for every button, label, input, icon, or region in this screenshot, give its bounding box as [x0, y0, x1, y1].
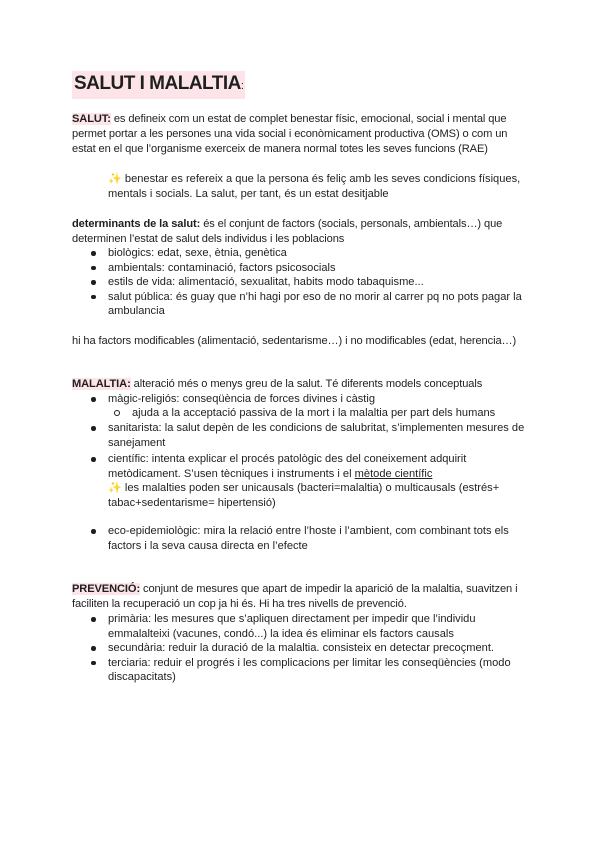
salut-label: SALUT:	[72, 113, 111, 125]
salut-paragraph	[72, 112, 532, 157]
list-item	[90, 275, 530, 290]
circle-bullet-icon	[114, 410, 120, 416]
salut-text: es defineix com un estat de complet benestar físic, emocional, social i mental que permet portar a les persones una vida social i econòmicament productiva (OMS) o com un estat en el que l’organisme exerceix de manera normal totes les seves funcions (RAE)	[72, 113, 508, 155]
list-item-text: eco-epidemiològic: mira la relació entre l’hoste i l’ambient, com combinant tots els factors i la seva causa directa en l’efecte	[108, 525, 509, 552]
malaltia-label: MALALTIA:	[72, 378, 131, 390]
list-item-text: primària: les mesures que s’apliquen directament per impedir que l’individu emmalalteixi (vacunes, condó...) la idea és eliminar els factors causals	[108, 613, 476, 640]
prevencio-list	[90, 612, 530, 685]
bullet-icon	[91, 295, 96, 300]
cientific-note-text: les malalties poden ser unicausals (bacteri=malaltia) o multicausals (estrés+ tabac+sedentarisme= hipertensió)	[108, 482, 500, 509]
list-item	[90, 421, 530, 450]
malaltia-subitem	[90, 406, 572, 421]
bullet-icon	[91, 529, 96, 534]
list-item	[90, 452, 530, 510]
list-item	[90, 612, 530, 641]
malaltia-text: alteració més o menys greu de la salut. Té diferents models conceptuals	[133, 378, 483, 390]
bullet-icon	[91, 646, 96, 651]
title-colon: :	[240, 80, 244, 92]
malaltia-list	[90, 392, 530, 407]
bullet-icon	[91, 397, 96, 402]
determinants-paragraph	[72, 217, 532, 247]
bullet-icon	[91, 280, 96, 285]
salut-note-text: benestar es refereix a que la persona és feliç amb les seves condicions físiques, mentals i socials. La salut, per tant, és un estat desitjable	[108, 173, 521, 200]
list-item	[90, 261, 530, 276]
prevencio-text: conjunt de mesures que apart de impedir la aparició de la malaltia, suavitzen i faciliten la recuperació un cop ja hi és. Hi ha tres nivells de prevenció.	[72, 583, 518, 610]
bullet-icon	[91, 617, 96, 622]
list-item-text: sanitarista: la salut depèn de les condicions de salubritat, s’implementen mesures de sanejament	[108, 422, 525, 449]
list-item	[90, 290, 530, 319]
page-title	[72, 71, 245, 99]
list-item	[90, 392, 530, 407]
salut-note	[108, 172, 528, 202]
determinants-text: és el conjunt de factors (socials, personals, ambientals…) que determinen l’estat de salut dels individus i les poblacions	[72, 218, 503, 245]
determinants-footer: hi ha factors modificables (alimentació, sedentarisme…) i no modificables (edat, herencia…)	[72, 335, 517, 347]
determinants-label: determinants de la salut:	[72, 218, 201, 230]
list-item-text: secundària: reduir la duració de la malaltia. consisteix en detectar precoçment.	[108, 642, 495, 654]
list-item-text: estils de vida: alimentació, sexualitat, habits modo tabaquisme...	[108, 276, 424, 288]
title-text: SALUT I MALALTIA	[74, 73, 241, 94]
list-item	[90, 246, 530, 261]
metode-cientific-link[interactable]: mètode científic	[354, 467, 433, 480]
list-item-text: biològics: edat, sexe, ètnia, genètica	[108, 247, 287, 259]
bullet-icon	[91, 661, 96, 666]
sparkles-icon: ✨	[108, 482, 122, 494]
bullet-icon	[91, 251, 96, 256]
malaltia-list-3	[90, 524, 530, 553]
list-item	[90, 524, 530, 553]
bullet-icon	[91, 426, 96, 431]
bullet-icon	[91, 457, 96, 462]
prevencio-paragraph	[72, 582, 532, 612]
list-item-text: ambientals: contaminació, factors psicosocials	[108, 261, 336, 274]
determinants-list	[90, 246, 530, 319]
malaltia-list-2	[90, 421, 530, 510]
list-item	[90, 656, 530, 685]
sparkles-icon: ✨	[108, 173, 122, 185]
list-item-text: terciaria: reduir el progrés i les complicacions per limitar les conseqüències (modo discapacitats)	[108, 656, 511, 683]
malaltia-paragraph	[72, 377, 532, 392]
list-item-text: salut pública: és guay que n’hi hagi por eso de no morir al carrer pq no pots pagar la ambulancia	[108, 290, 522, 317]
subitem-text: ajuda a la acceptació passiva de la mort i la malaltia per part dels humans	[132, 407, 496, 419]
prevencio-label: PREVENCIÓ:	[72, 583, 141, 595]
list-item	[90, 641, 530, 656]
list-item-text: científic: intenta explicar el procés patològic des del coneixement adquirit metòdicament. S’usen tècniques i instruments i el	[108, 453, 467, 480]
bullet-icon	[91, 266, 96, 271]
list-item-text: màgic-religiós: conseqüència de forces divines i càstig	[108, 393, 375, 405]
